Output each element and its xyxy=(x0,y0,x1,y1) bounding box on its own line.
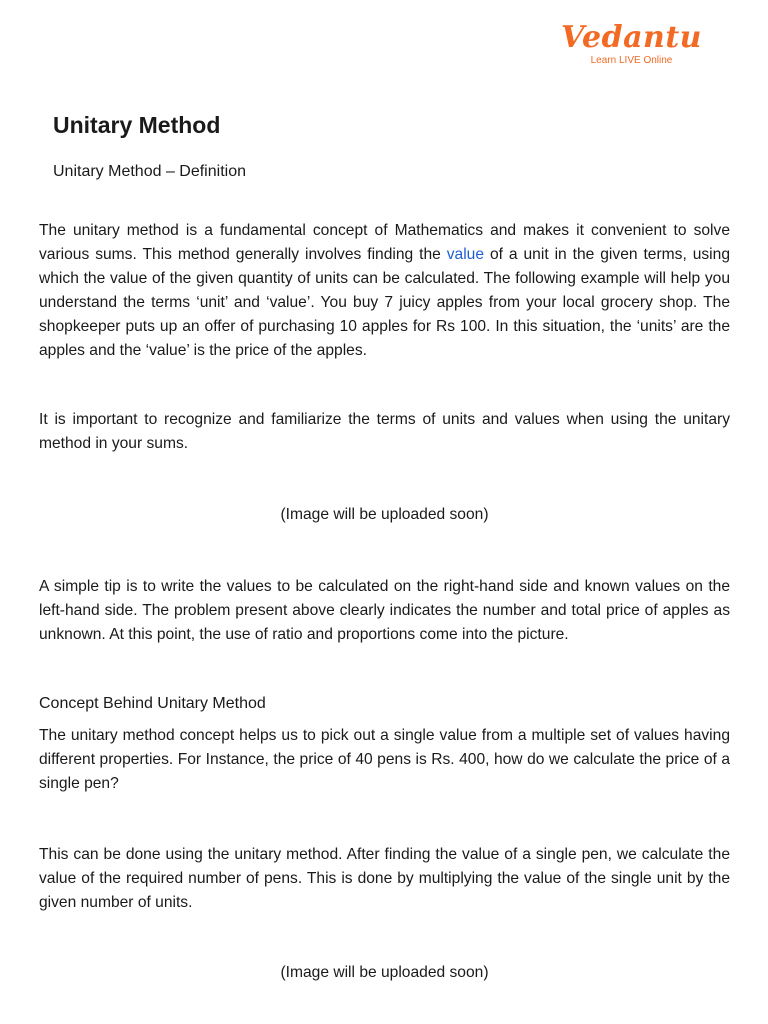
page-title: Unitary Method xyxy=(53,112,221,138)
image-placeholder-1: (Image will be uploaded soon) xyxy=(280,506,489,523)
logo-wordmark: Vedantu xyxy=(560,20,702,55)
tip-paragraph: A simple tip is to write the values to be calculated on the right-hand side and known values on the left-hand side. The problem present above clearly indicates the number and total price of apples as unknown. At this point, the use of ratio and proportions come into the picture. xyxy=(39,578,730,643)
intro-text-after: of a unit in the given terms, using which the value of the given quantity of units can be calculated. The following example will help you understand the terms ‘unit’ and ‘value’. You buy 7 juicy apples from your local grocery shop. The shopkeeper puts up an offer of purchasing 10 apples for Rs 100. In this situation, the ‘units’ are the apples and the ‘value’ is the price of the apples. xyxy=(39,246,730,359)
units-values-paragraph: It is important to recognize and familiarize the terms of units and values when using the unitary method in your sums. xyxy=(39,411,730,452)
logo-tagline: Learn LIVE Online xyxy=(590,55,673,66)
concept-heading: Concept Behind Unitary Method xyxy=(39,695,266,712)
vedantu-logo xyxy=(561,22,702,67)
concept-paragraph: The unitary method concept helps us to pick out a single value from a multiple set of values having different properties. For Instance, the price of 40 pens is Rs. 400, how do we calculate the price of a single pen? xyxy=(39,727,730,792)
intro-paragraph xyxy=(39,219,730,363)
intro-text-before: The unitary method is a fundamental concept of Mathematics and makes it convenient to solve various sums. This method generally involves finding the xyxy=(39,222,730,263)
image-placeholder-2: (Image will be uploaded soon) xyxy=(280,964,489,981)
unitary-method-paragraph: This can be done using the unitary method. After finding the value of a single pen, we calculate the value of the required number of pens. This is done by multiplying the value of the single unit by the given number of units. xyxy=(39,846,730,911)
value-link[interactable]: value xyxy=(446,246,485,263)
definition-subtitle: Unitary Method – Definition xyxy=(53,163,246,180)
